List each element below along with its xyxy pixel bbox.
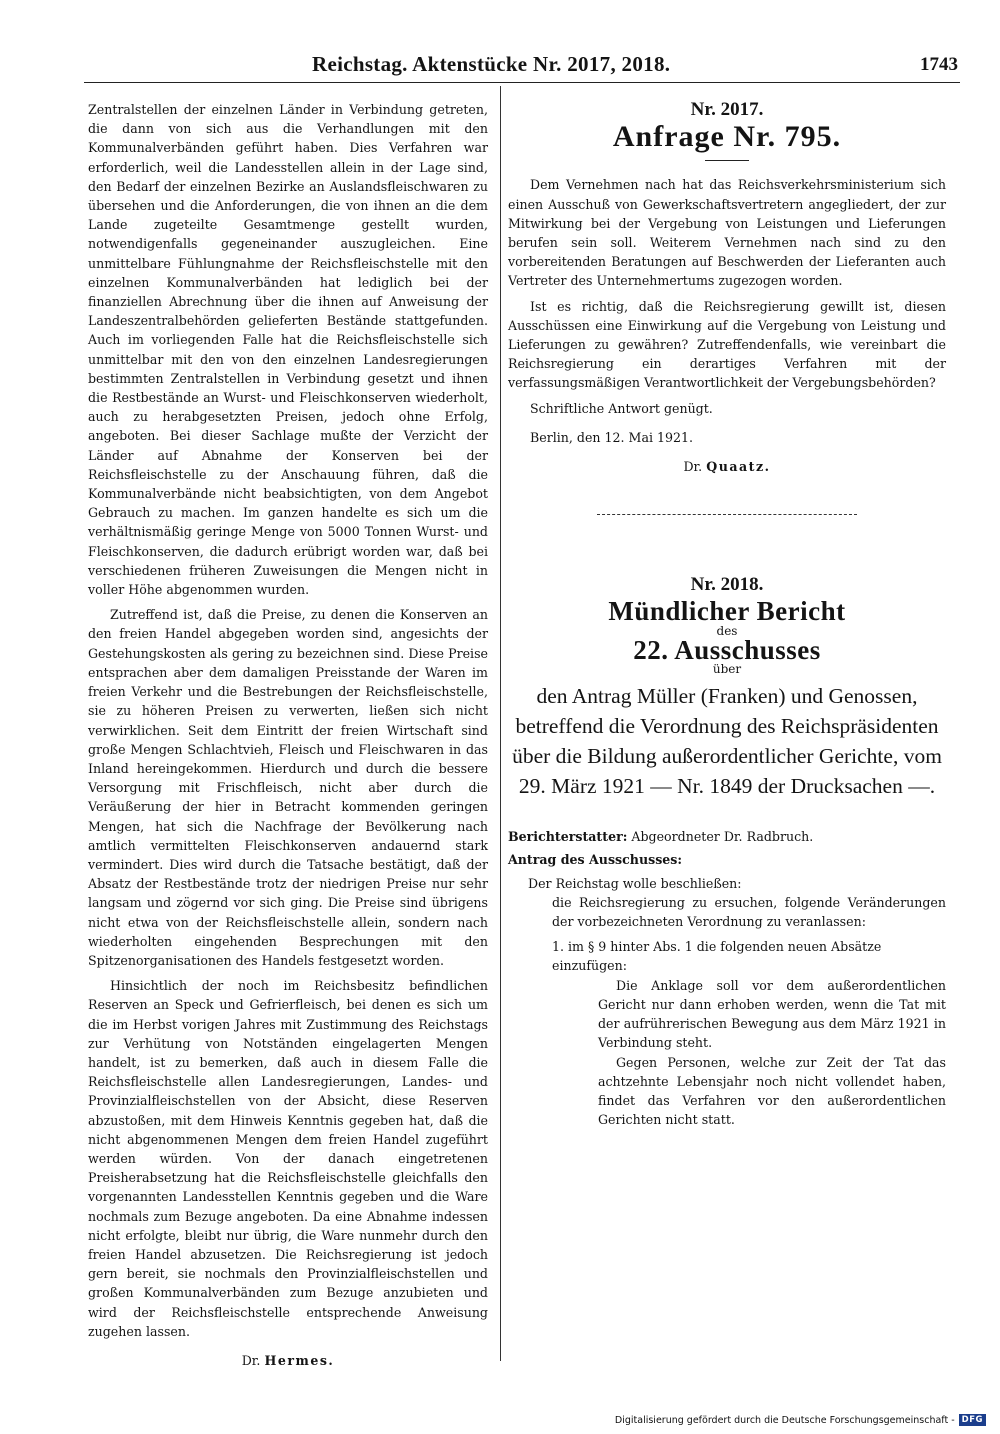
left-paragraph-3: Hinsichtlich der noch im Reichsbesitz befindlichen Reserven an Speck und Gefrierfleisch, bei denen es sich um die im Herbst vorigen Jahres mit Zustimmung des Reichstags zur Verhütung von Notständen eingelagerten Mengen handelt, ist zu bemerken, daß auch in diesem Falle die Reichsfleischstelle allen Landesregierungen, Landes- und Provinzialfleischstellen von der Absicht, diese Reserven abzustoßen, mit dem Hinweis Kenntnis gegeben hat, daß die nicht abgenommenen Mengen dem freien Handel zugeführt werden würden. Von der danach eingetretenen Preisherabsetzung hat die Reichsfleischstelle gleichfalls den vorgenannten Landesstellen Kenntnis gegeben und die Ware nochmals zum Bezuge angeboten. Da eine Abnahme indessen nicht erfolgte, bleibt nur übrig, die Ware nunmehr durch den freien Handel abzusetzen. Die Reichsregierung ist jedoch gern bereit, sie nochmals den Provinzialfleischstellen und großen Kommunalverbänden zum Bezuge anzubieten und wird der Reichsfleischstelle entsprechende Anweisung zugehen lassen. [88, 978, 488, 1339]
column-divider [500, 86, 501, 1361]
header-rule [84, 82, 960, 83]
doc-2017-place-date: Berlin, den 12. Mai 1921. [530, 429, 694, 445]
page-number: 1743 [920, 54, 958, 75]
right-column [508, 100, 946, 1129]
motion-text: die Reichsregierung zu ersuchen, folgende Veränderungen der vorbezeichneten Verordnung zu veranlassen: [552, 894, 946, 930]
doc-2017-paragraph-3: Schriftliche Antwort genügt. [530, 400, 713, 416]
left-signature [88, 1351, 488, 1370]
motion-label: Antrag des Ausschusses: [508, 852, 683, 868]
doc-2017-paragraph-2: Ist es richtig, daß die Reichsregierung gewillt ist, diesen Ausschüssen eine Einwirkung auf die Vergebung von Leistung und Lieferungen zu gewähren? Zutreffendenfalls, wie vereinbart die Reichsregierung ein derartiges Verfahren mit der verfassungsmäßigen Verantwortlichkeit der Vergebungsbehörden? [508, 298, 946, 391]
doc-2017-title: Anfrage Nr. 795. [612, 120, 842, 154]
doc-2018-word-des: des [716, 623, 738, 638]
doc-2018-committee: 22. Ausschusses [633, 634, 821, 665]
doc-2017-paragraph-1: Dem Vernehmen nach hat das Reichsverkehrsministerium sich einen Ausschuß von Gewerkschaftsvertretern angegliedert, der zur Mitwirkung bei der Vergebung von Leistungen und Lieferungen berufen sein soll. Weiterem Vernehmen nach sind zu den vorbereitenden Beratungen auf Beschwerden der Lieferanten auch Vertreter des Unternehmertums zugezogen worden. [508, 177, 946, 289]
running-title: Reichstag. Aktenstücke Nr. 2017, 2018. [312, 52, 671, 76]
motion-item-1: 1. im § 9 hinter Abs. 1 die folgenden neuen Absätze einzufügen: [552, 939, 882, 974]
left-signature-name: Hermes. [264, 1353, 335, 1368]
dfg-badge: DFG [959, 1414, 986, 1426]
section-separator [597, 514, 857, 515]
running-head [0, 52, 1000, 82]
left-column [88, 100, 488, 1370]
doc-2017-signature-name: Quaatz. [706, 459, 771, 475]
left-signature-prefix: Dr. [241, 1353, 261, 1368]
doc-2017-number: Nr. 2017. [690, 99, 764, 120]
doc-2018-number: Nr. 2018. [690, 574, 764, 596]
doc-2018-title: Mündlicher Bericht [608, 596, 846, 627]
reporter-value: Abgeordneter Dr. Radbruch. [631, 829, 814, 845]
left-paragraph-1: Zentralstellen der einzelnen Länder in Verbindung getreten, die dann von sich aus die Verhandlungen mit den Kommunalverbänden geführt haben. Dies Verfahren war erforderlich, weil die Landesstellen allein in der Lage sind, den Bedarf der einzelnen Bezirke an Auslandsfleischwaren zu übersehen und die Anforderungen, die von ihnen an die dem Lande zugeteilte Gesamtmenge gestellt wurden, notwendigenfalls gegeneinander auszugleichen. Eine unmittelbare Fühlungnahme der Reichsfleischstelle mit den einzelnen Kommunalverbänden hat lediglich bei der finanziellen Abrechnung über die ihnen auf Anweisung der Landeszentralbehörden gelieferten Bestände stattgefunden. Auch im vorliegenden Falle hat die Reichsfleischstelle sich unmittelbar mit den von den einzelnen Landesregierungen bestimmten Zentralstellen in Verbindung gesetzt und ihnen die Restbestände an Wurst- und Fleischkonserven wiederholt, auch zu herabgesetzten Preisen, jedoch ohne Erfolg, angeboten. Bei dieser Sachlage mußte der Verzicht der Länder auf Abnahme der Konserven bei der Reichsfleischstelle zu der Anschauung führen, daß die Kommunalverbände nicht beabsichtigten, von dem Angebot Gebrauch zu machen. Im ganzen handelte es sich um die verhältnismäßig geringe Menge von 5000 Tonnen Wurst- und Fleischkonserven, die dadurch erübrigt worden war, daß bei verschiedenen früheren Zuweisungen die Mengen nicht in voller Höhe abgenommen wurden. [88, 102, 488, 598]
doc-2017-signature-prefix: Dr. [683, 459, 703, 475]
footer-credit [615, 1414, 986, 1426]
doc-2017-rule [705, 160, 749, 161]
motion-intro: Der Reichstag wolle beschließen: [528, 875, 742, 891]
doc-2018-reporter [508, 827, 946, 846]
reporter-label: Berichterstatter: [508, 829, 628, 845]
motion-insert-1: Die Anklage soll vor dem außerordentlichen Gericht nur dann erhoben werden, wenn die Tat mit der aufrührerischen Bewegung aus dem März 1921 in Verbindung steht. [598, 977, 946, 1051]
footer-text: Digitalisierung gefördert durch die Deutsche Forschungsgemeinschaft - [614, 1414, 955, 1426]
doc-2018-subject: den Antrag Müller (Franken) und Genossen, betreffend die Verordnung des Reichspräsidenten über die Bildung außerordentlicher Gerichte, vom 29. März 1921 — Nr. 1849 der Drucksachen —. [512, 684, 942, 799]
motion-insert-2: Gegen Personen, welche zur Zeit der Tat das achtzehnte Lebensjahr noch nicht vollendet haben, findet das Verfahren vor den außerordentlichen Gerichten nicht statt. [598, 1054, 946, 1128]
doc-2018-word-ueber: über [712, 662, 742, 677]
left-paragraph-2: Zutreffend ist, daß die Preise, zu denen die Konserven an den freien Handel abgegeben worden sind, angesichts der Gestehungskosten als gering zu bezeichnen sind. Diese Preise entsprachen aber dem damaligen Preisstande der Waren im freien Verkehr und die Bestrebungen der Reichsfleischstelle, sie zu höheren Preisen zu verwerten, ließen sich nicht verwirklichen. Seit dem Eintritt der freien Wirtschaft sind große Mengen Schlachtvieh, Fleisch und Fleischwaren in das Inland hereingekommen. Hierdurch und durch die bessere Versorgung mit Frischfleisch, nicht aber durch die Veräußerung der hier in Betracht kommenden geringen Mengen, hat sich die Nachfrage der Bevölkerung nach amtlich vermittelten Fleischkonserven andauernd stark vermindert. Dies wird durch die Tatsache bestätigt, daß der Absatz der Restbestände trotz der niedrigen Preise nur sehr langsam und zögernd vor sich ging. Die Preise sind übrigens nicht etwa von der Reichsfleischstelle allein, sondern nach wiederholten eingehenden Besprechungen mit den Spitzenorganisationen des Handels festgesetzt worden. [88, 607, 488, 968]
doc-2017-signature [508, 457, 946, 476]
